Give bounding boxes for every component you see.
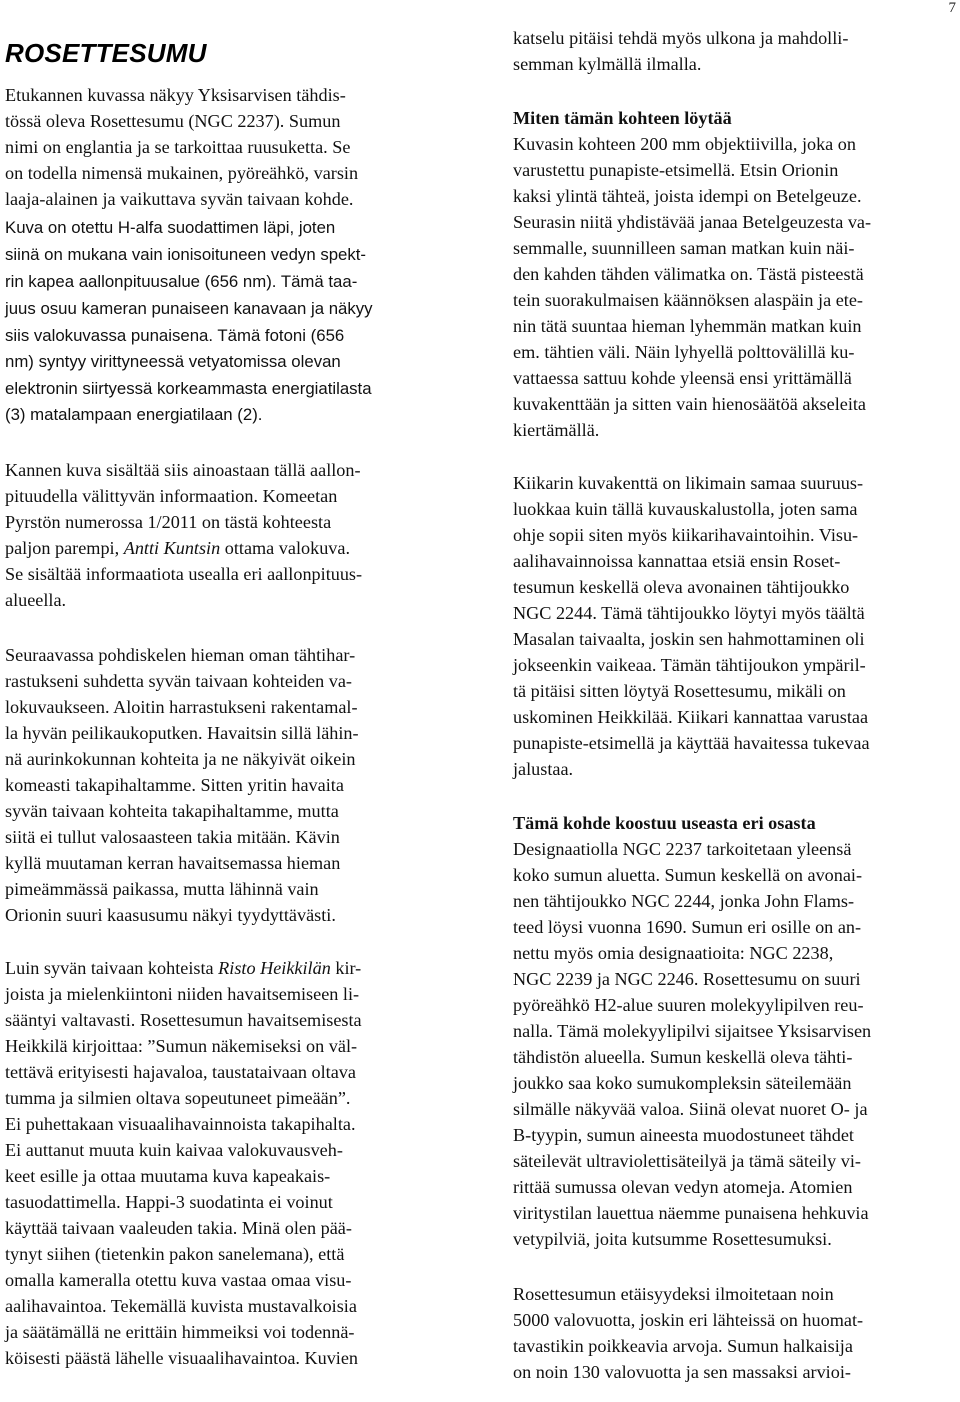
text-span: tössä oleva Rosettesumu (NGC 2237). Sumun	[5, 111, 341, 131]
text-span: nä aurinkokunnan kohteita ja ne näkyivät oikein	[5, 749, 356, 769]
text-span: Rosettesumun etäisyydeksi ilmoitetaan noin	[513, 1284, 834, 1304]
text-line	[5, 902, 336, 928]
text-span: käyttää taivaan vaaleuden takia. Minä olen pää-	[5, 1218, 352, 1238]
text-span: jokseenkin vaikeaa. Tämän tähtijoukon ympäril-	[513, 655, 866, 675]
text-span: siinä on mukana vain ionisoituneen vedyn spekt-	[5, 245, 367, 264]
text-span: joista ja mielenkiintoni niiden havaitsemiseen li-	[5, 984, 360, 1004]
text-line	[513, 287, 863, 313]
text-line	[513, 1044, 852, 1070]
text-line	[5, 108, 340, 134]
text-line	[5, 242, 366, 268]
text-span: tä pitäisi sitten löytyä Rosettesumu, mikäli on	[513, 681, 846, 701]
text-line	[513, 1122, 854, 1148]
text-span: Miten tämän kohteen löytää	[513, 108, 732, 128]
text-span: tavastikin poikkeavia arvoja. Sumun halkaisija	[513, 1336, 853, 1356]
text-line	[513, 470, 863, 496]
text-span: ohje sopii siten myös kiikarihavaintoihin. Visu-	[513, 525, 859, 545]
text-line	[5, 1059, 356, 1085]
text-line	[5, 1345, 358, 1371]
text-line	[513, 1018, 871, 1044]
text-span: uskominen Heikkilää. Kiikari kannattaa varustaa	[513, 707, 869, 727]
text-line	[5, 1137, 343, 1163]
text-span: varustettu punapiste-etsimellä. Etsin Orionin	[513, 160, 839, 180]
text-span: rastukseni suhdetta syvän taivaan kohteiden va-	[5, 671, 352, 691]
text-line	[513, 548, 840, 574]
text-span: jalustaa.	[513, 759, 574, 779]
text-span: teed löysi vuonna 1690. Sumun eri osille on an-	[513, 917, 862, 937]
text-span: kyllä muutaman kerran havaitsemassa hieman	[5, 853, 341, 873]
text-span: elektronin siirtyessä korkeammasta energiatilasta	[5, 379, 372, 398]
article-title: ROSETTESUMU	[5, 38, 207, 68]
text-span: NGC 2239 ja NGC 2246. Rosettesumu on suuri	[513, 969, 861, 989]
section-heading	[513, 105, 732, 131]
text-span: tähdistön alueella. Sumun keskellä oleva tähti-	[513, 1047, 853, 1067]
text-line	[5, 349, 341, 375]
text-span: nalla. Tämä molekyylipilvi sijaitsee Yksisarvisen	[513, 1021, 872, 1041]
text-line	[5, 296, 373, 322]
text-line	[5, 587, 66, 613]
text-span: NGC 2244. Tämä tähtijoukko löytyi myös täältä	[513, 603, 865, 623]
text-line	[5, 876, 319, 902]
text-line	[5, 720, 359, 746]
text-line	[513, 157, 838, 183]
text-span: paljon parempi,	[5, 538, 124, 558]
text-span: köisesti päästä lähelle visuaalihavaintoa. Kuvien	[5, 1348, 359, 1368]
text-span: keet esille ja ottaa muutama kuva kapeakais-	[5, 1166, 331, 1186]
text-span: nettu myös omia designaatioita: NGC 2238,	[513, 943, 834, 963]
text-line	[5, 1267, 351, 1293]
text-span: Masalan taivaalta, joskin sen hahmottaminen oli	[513, 629, 865, 649]
text-line	[513, 391, 866, 417]
text-span: komeasti takapihaltamme. Sitten yritin havaita	[5, 775, 344, 795]
text-line	[513, 1359, 851, 1385]
text-line	[5, 1319, 355, 1345]
text-line	[513, 1281, 834, 1307]
text-span: den kahden tähden välimatka on. Tästä pisteestä	[513, 264, 864, 284]
italic-name: Risto Heikkilän	[218, 958, 331, 978]
text-span: aalihavainnoissa kannattaa etsiä ensin Roset-	[513, 551, 841, 571]
text-span: aalihavaintoa. Tekemällä kuvista mustavalkoisia	[5, 1296, 357, 1316]
text-span: nm) syntyy virittyneessä vetyatomissa olevan	[5, 352, 341, 371]
text-span: on noin 130 valovuotta ja sen massaksi arvioi-	[513, 1362, 851, 1382]
text-line	[513, 209, 871, 235]
text-line	[5, 82, 346, 108]
text-span: rin kapea aallonpituusalue (656 nm). Tämä taa-	[5, 272, 358, 291]
text-span: tynyt siihen (tietenkin pakon sanelemana), että	[5, 1244, 345, 1264]
text-span: Etukannen kuvassa näkyy Yksisarvisen tähdis-	[5, 85, 346, 105]
text-line	[513, 417, 599, 443]
text-line	[5, 134, 350, 160]
text-line	[5, 160, 358, 186]
text-span: nen tähtijoukko NGC 2244, jonka John Flams-	[513, 891, 854, 911]
text-span: Luin syvän taivaan kohteista	[5, 958, 219, 978]
text-span: Kannen kuva sisältää siis ainoastaan tällä aallon-	[5, 460, 361, 480]
text-span: Kuvasin kohteen 200 mm objektiivilla, joka on	[513, 134, 856, 154]
text-span: B-tyypin, sumun aineesta muodostuneet tähdet	[513, 1125, 854, 1145]
text-line	[5, 402, 262, 428]
text-span: lokuvaukseen. Aloitin harrastukseni rakentamal-	[5, 697, 358, 717]
text-span: semman kylmällä ilmalla.	[513, 54, 702, 74]
text-span: Orionin suuri kaasusumu näkyi tyydyttävästi.	[5, 905, 336, 925]
text-line	[5, 1111, 356, 1137]
text-line	[513, 678, 846, 704]
text-span: katselu pitäisi tehdä myös ulkona ja mahdolli-	[513, 28, 849, 48]
text-line	[5, 483, 337, 509]
text-span: punapiste-etsimellä ja käyttää havaitessa tukevaa	[513, 733, 870, 753]
text-span: 5000 valovuotta, joskin eri lähteissä on huomat-	[513, 1310, 864, 1330]
text-line	[5, 1241, 344, 1267]
text-line	[5, 642, 355, 668]
text-line	[513, 862, 862, 888]
text-span: pituudella välittyvän informaation. Komeetan	[5, 486, 338, 506]
text-span: Designaatiolla NGC 2237 tarkoitetaan yleensä	[513, 839, 852, 859]
text-span: tettävä erityisesti hajavaloa, taustataivaan oltava	[5, 1062, 356, 1082]
text-span: Tämä kohde koostuu useasta eri osasta	[513, 813, 816, 833]
text-line	[5, 1085, 350, 1111]
text-span: silmälle näkyvää valoa. Siinä olevat nuoret O- ja	[513, 1099, 868, 1119]
text-span: koko sumun aluetta. Sumun keskellä on avonai-	[513, 865, 863, 885]
text-span: Kuva on otettu H-alfa suodattimen läpi, joten	[5, 218, 336, 237]
text-span: vattaessa sattuu kohde yleensä ensi yrittämällä	[513, 368, 852, 388]
text-line	[513, 966, 861, 992]
text-span: Seurasin niitä yhdistävää janaa Betelgeuzesta va-	[513, 212, 872, 232]
text-line	[5, 824, 340, 850]
text-span: alueella.	[5, 590, 67, 610]
text-span: siitä ei tullut valosaasteen takia mitään. Kävin	[5, 827, 340, 847]
text-line	[5, 955, 361, 981]
text-span: semmalle, suunnilleen saman matkan kuin näi-	[513, 238, 855, 258]
text-line	[5, 323, 344, 349]
text-span: Se sisältää informaatiota usealla eri aallonpituus-	[5, 564, 363, 584]
text-span: vetypilviä, joita kutsumme Rosettesumuksi.	[513, 1229, 832, 1249]
text-span: kaksi ylintä tähteä, joista idempi on Betelgeuze.	[513, 186, 862, 206]
text-line	[5, 215, 335, 241]
text-line	[5, 1007, 362, 1033]
text-line	[5, 509, 331, 535]
text-line	[513, 51, 701, 77]
text-line	[513, 730, 870, 756]
text-line	[5, 1163, 330, 1189]
text-line	[513, 574, 849, 600]
text-span: la hyvän peilikaukoputken. Havaitsin sillä lähin-	[5, 723, 359, 743]
text-span: ja säätämällä ne erittäin himmeiksi voi todennä-	[5, 1322, 355, 1342]
text-line	[513, 940, 833, 966]
text-span: Ei auttanut muuta kuin kaivaa valokuvausveh-	[5, 1140, 343, 1160]
text-span: Heikkilä kirjoittaa: ”Sumun näkemiseksi on väl-	[5, 1036, 358, 1056]
text-span: sääntyi valtavasti. Rosettesumun havaitsemisesta	[5, 1010, 362, 1030]
text-span: juus osuu kameran punaiseen kanavaan ja näkyy	[5, 299, 373, 318]
text-span: (3) matalampaan energiatilaan (2).	[5, 405, 263, 424]
text-span: joukko saa koko sumukompleksin säteilemään	[513, 1073, 852, 1093]
text-span: kir-	[330, 958, 362, 978]
text-line	[513, 756, 573, 782]
text-line	[513, 992, 864, 1018]
text-line	[5, 668, 352, 694]
text-line	[513, 652, 866, 678]
text-line	[5, 1033, 357, 1059]
text-line	[5, 186, 353, 212]
text-span: pimeämmässä paikassa, mutta lähinnä vain	[5, 879, 319, 899]
text-line	[5, 798, 339, 824]
text-span: syvän taivaan kohteita takapihaltamme, mutta	[5, 801, 339, 821]
text-line	[513, 1307, 863, 1333]
text-line	[5, 746, 356, 772]
text-line	[513, 914, 861, 940]
text-line	[513, 183, 862, 209]
text-span: tein suorakulmaisen käännöksen alaspäin ja ete-	[513, 290, 863, 310]
text-line	[5, 1215, 352, 1241]
text-span: em. tähtien väli. Näin lyhyellä polttovälillä ku-	[513, 342, 855, 362]
text-line	[513, 339, 854, 365]
text-span: rittää sumussa olevan vedyn atomeja. Atomien	[513, 1177, 853, 1197]
text-line	[513, 1096, 868, 1122]
text-line	[513, 261, 864, 287]
text-line	[5, 772, 344, 798]
text-span: tasuodattimella. Happi-3 suodatinta ei voinut	[5, 1192, 333, 1212]
italic-name: Antti Kuntsin	[123, 538, 221, 558]
text-span: tesumun keskellä oleva avonainen tähtijoukko	[513, 577, 850, 597]
text-line	[513, 313, 862, 339]
text-span: Ei puhettakaan visuaalihavainnoista takapihalta.	[5, 1114, 356, 1134]
text-span: siis valokuvassa punaisena. Tämä fotoni (656	[5, 326, 345, 345]
text-line	[513, 888, 854, 914]
text-span: luokkaa kuin tällä kuvauskalustolla, joten sama	[513, 499, 858, 519]
text-span: viritystilan lauettua näemme punaisena hehkuvia	[513, 1203, 869, 1223]
text-span: laaja-alainen ja vaikuttava syvän taivaan kohde.	[5, 189, 354, 209]
text-line	[5, 850, 340, 876]
text-span: on todella nimensä mukainen, pyöreähkö, varsin	[5, 163, 359, 183]
text-line	[513, 235, 854, 261]
text-line	[5, 1189, 333, 1215]
text-line	[513, 836, 851, 862]
text-line	[513, 704, 868, 730]
text-line	[5, 269, 357, 295]
text-span: kuvakenttään ja sitten vain hienosäätöä akseleita	[513, 394, 867, 414]
section-heading	[513, 810, 816, 836]
text-line	[513, 365, 852, 391]
text-line	[5, 376, 372, 402]
text-line	[513, 1226, 832, 1252]
text-span: nimi on englantia ja se tarkoittaa ruusuketta. Se	[5, 137, 351, 157]
text-span: kiertämällä.	[513, 420, 600, 440]
text-line	[513, 600, 865, 626]
text-line	[513, 522, 858, 548]
text-span: pyöreähkö H2-alue suuren molekyylipilven reu-	[513, 995, 864, 1015]
text-span: säteilevät ultraviolettisäteilyä ja tämä säteily vi-	[513, 1151, 861, 1171]
text-line	[513, 496, 857, 522]
text-span: Pyrstön numerossa 1/2011 on tästä kohteesta	[5, 512, 332, 532]
text-line	[513, 626, 865, 652]
text-line	[5, 457, 361, 483]
text-line	[5, 561, 362, 587]
text-line	[513, 25, 848, 51]
text-line	[5, 1293, 357, 1319]
text-line	[513, 1174, 852, 1200]
text-span: nin tätä suuntaa hieman lyhemmän matkan kuin	[513, 316, 862, 336]
text-line	[513, 131, 856, 157]
text-span: Seuraavassa pohdiskelen hieman oman tähtihar-	[5, 645, 356, 665]
text-line	[513, 1333, 853, 1359]
page-number: 7	[948, 0, 956, 16]
text-span: ottama valokuva.	[220, 538, 351, 558]
text-span: omalla kameralla otettu kuva vastaa omaa visu-	[5, 1270, 352, 1290]
text-line	[5, 981, 359, 1007]
text-line	[5, 694, 358, 720]
text-line	[5, 535, 350, 561]
text-line	[513, 1070, 851, 1096]
text-span: Kiikarin kuvakenttä on likimain samaa suuruus-	[513, 473, 864, 493]
text-line	[513, 1148, 861, 1174]
text-span: tumma ja silmien oltava sopeutuneet pimeään”.	[5, 1088, 351, 1108]
text-line	[513, 1200, 869, 1226]
